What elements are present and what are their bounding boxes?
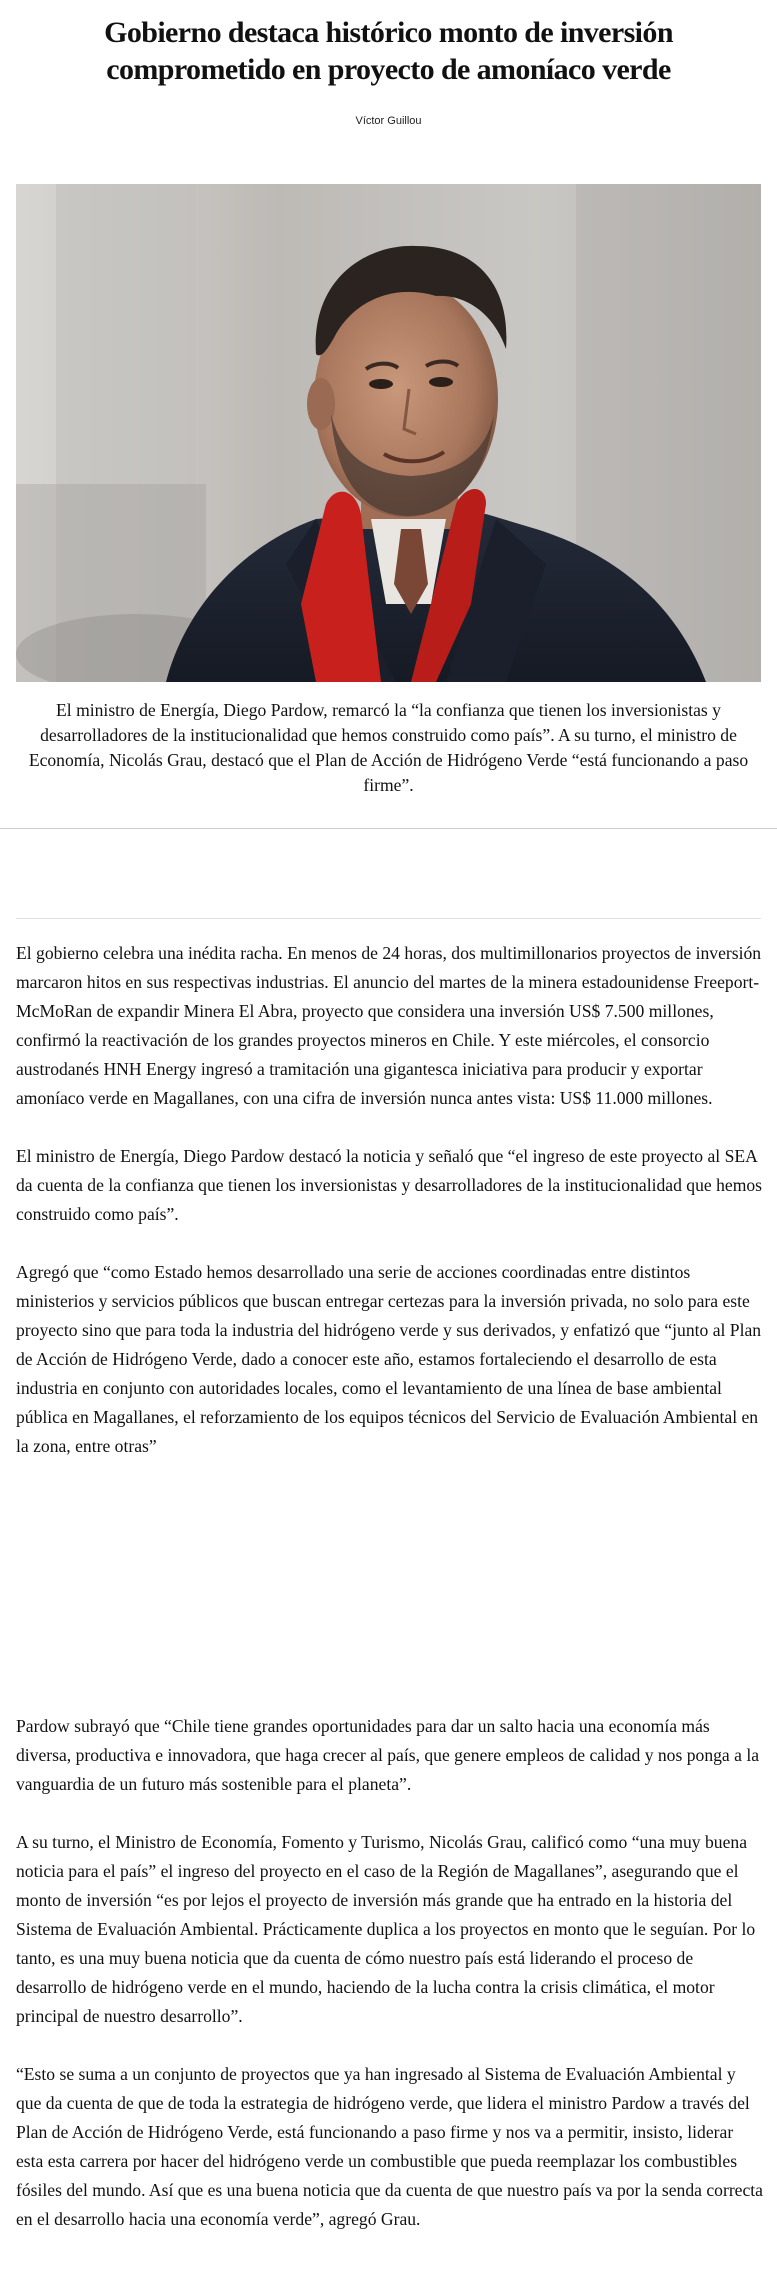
article-paragraph: El gobierno celebra una inédita racha. En menos de 24 horas, dos multimillonarios proyectos de inversión marcaron hitos en sus respectivas industrias. El anuncio del martes de la minera estadounidense Freeport-McMoRan de expandir Minera El Abra, proyecto que considera una inversión US$ 7.500 millones, confirmó la reactivación de los grandes proyectos mineros en Chile. Y este miércoles, el consorcio austrodanés HNH Energy ingresó a tramitación una gigantesca iniciativa para producir y exportar amoníaco verde en Magallanes, con una cifra de inversión nunca antes vista: US$ 11.000 millones.: [16, 943, 762, 1108]
article-photo: [16, 184, 761, 682]
headline: Gobierno destaca histórico monto de inversión comprometido en proyecto de amoníaco verde: [104, 16, 673, 86]
photo-caption: El ministro de Energía, Diego Pardow, remarcó la “la confianza que tienen los inversionistas y desarrolladores de la institucionalidad que hemos construido como país”. A su turno, el ministro de Economía, Nicolás Grau, destacó que el Plan de Acción de Hidrógeno Verde “está funcionando a paso firme”.: [28, 700, 749, 795]
article-paragraph: “Esto se suma a un conjunto de proyectos que ya han ingresado al Sistema de Evaluación Ambiental y que da cuenta de que de toda la estrategia de hidrógeno verde, que lidera el ministro Pardow a través del Plan de Acción de Hidrógeno Verde, está funcionando a paso firme y nos va a permitir, insisto, liderar esta esta carrera por hacer del hidrógeno verde un combustible que pueda reemplazar los combustibles fósiles del mundo. Así que es una buena noticia que da cuenta de que nuestro país va por la senda correcta en el desarrollo hacia una economía verde”, agregó Grau.: [16, 2064, 763, 2229]
portrait-photo: [16, 184, 761, 682]
article-paragraph: A su turno, el Ministro de Economía, Fomento y Turismo, Nicolás Grau, calificó como “una muy buena noticia para el país” el ingreso del proyecto en el caso de la Región de Magallanes”, asegurando que el monto de inversión “es por lejos el proyecto de inversión más grande que ha entrado en la historia del Sistema de Evaluación Ambiental. Prácticamente duplica a los proyectos en monto que le seguían. Por lo tanto, es una muy buena noticia que da cuenta de cómo nuestro país está liderando el proceso de desarrollo de hidrógeno verde en el mundo, haciendo de la lucha contra la crisis climática, el motor principal de nuestro desarrollo”.: [16, 1832, 756, 2026]
author-byline[interactable]: Víctor Guillou: [355, 115, 422, 127]
article-body: [16, 939, 763, 2263]
article-paragraph: Agregó que “como Estado hemos desarrollado una serie de acciones coordinadas entre distintos ministerios y servicios públicos que buscan entregar certezas para la inversión privada, no solo para este proyecto sino que para toda la industria del hidrógeno verde y sus derivados, y enfatizó que “junto al Plan de Acción de Hidrógeno Verde, dado a conocer este año, estamos fortaleciendo el desarrollo de esta industria en conjunto con autoridades locales, como el levantamiento de una línea de base ambiental pública en Magallanes, el reforzamiento de los equipos técnicos del Servicio de Evaluación Ambiental en la zona, entre otras”: [16, 1262, 762, 1456]
article-paragraph: El ministro de Energía, Diego Pardow destacó la noticia y señaló que “el ingreso de este proyecto al SEA da cuenta de la confianza que tienen los inversionistas y desarrolladores de la institucionalidad que hemos construido como país”.: [16, 1146, 763, 1224]
section-divider: [0, 828, 777, 829]
article-paragraph: Pardow subrayó que “Chile tiene grandes oportunidades para dar un salto hacia una economía más diversa, productiva e innovadora, que haga crecer al país, que genere empleos de calidad y nos ponga a la vanguardia de un futuro más sostenible para el planeta”.: [16, 1716, 760, 1794]
content-divider: [16, 918, 761, 919]
